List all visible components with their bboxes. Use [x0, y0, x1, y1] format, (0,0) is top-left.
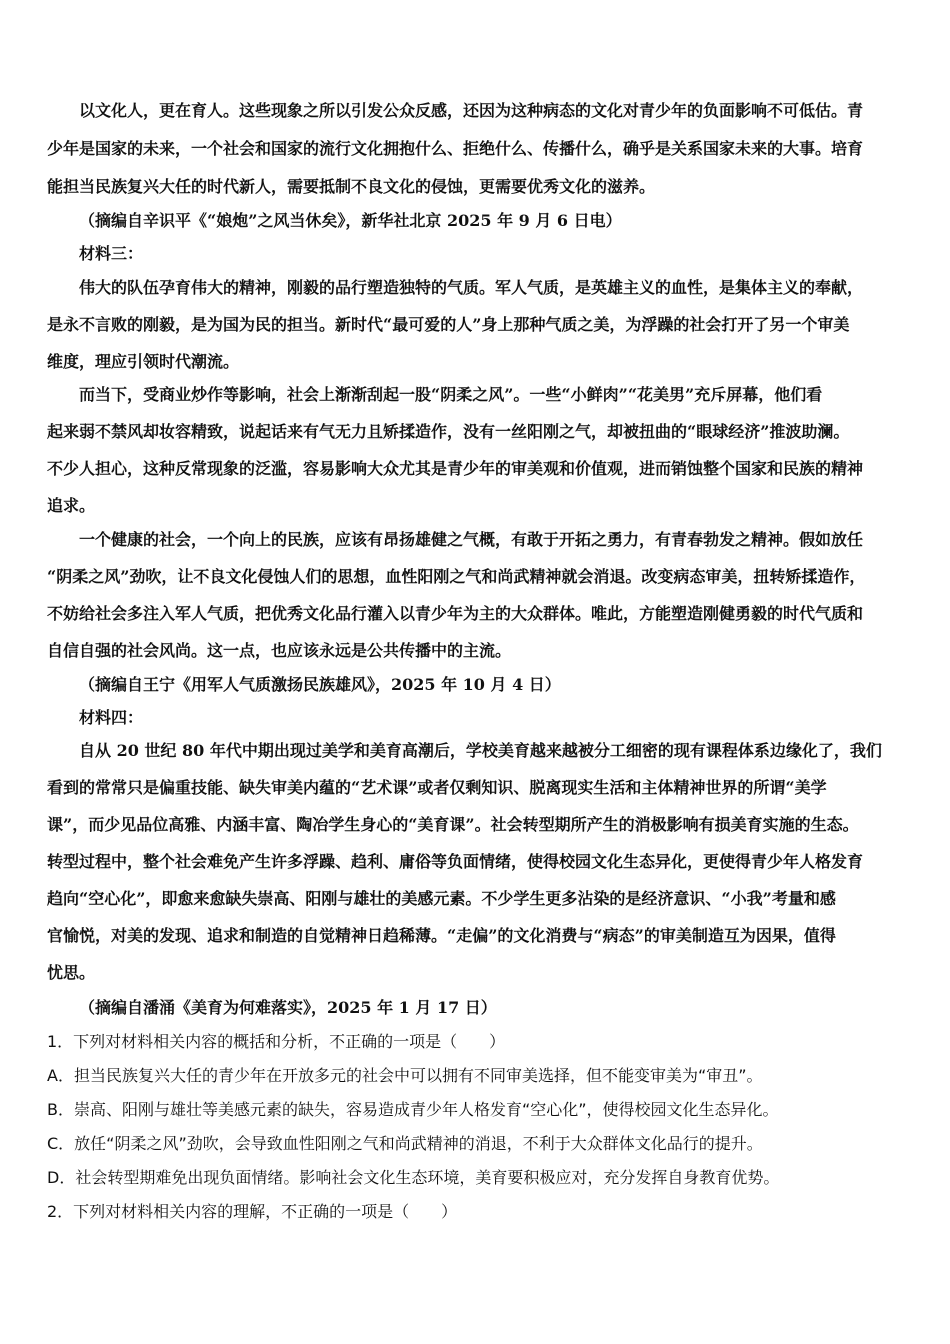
- question-1-stem: 1．下列对材料相关内容的概括和分析，不正确的一项是（ ）: [47, 1032, 506, 1051]
- paragraph-line: 不妨给社会多注入军人气质，把优秀文化品行灌入以青少年为主的大众群体。唯此，方能塑造刚健勇毅的时代气质和: [47, 604, 864, 623]
- source-citation: （摘编自王宁《用军人气质激扬民族雄风》，2025 年 10 月 4 日）: [79, 675, 561, 694]
- paragraph-line: 以文化人，更在育人。这些现象之所以引发公众反感，还因为这种病态的文化对青少年的负面影响不可低估。青: [79, 101, 864, 120]
- paragraph-line: 维度，理应引领时代潮流。: [47, 352, 240, 371]
- source-citation: （摘编自潘涌《美育为何难落实》，2025 年 1 月 17 日）: [79, 998, 497, 1017]
- paragraph-line: 转型过程中，整个社会难免产生许多浮躁、趋利、庸俗等负面情绪，使得校园文化生态异化，更使得青少年人格发育: [47, 852, 864, 871]
- paragraph-line: 追求。: [47, 496, 96, 515]
- paragraph-line: 起来弱不禁风却妆容精致，说起话来有气无力且矫揉造作，没有一丝阳刚之气，却被扭曲的“眼球经济”推波助澜。: [47, 422, 850, 441]
- question-1-option-d[interactable]: D．社会转型期难免出现负面情绪。影响社会文化生态环境，美育要积极应对，充分发挥自身教育优势。: [47, 1168, 780, 1187]
- question-2-stem: 2．下列对材料相关内容的理解，不正确的一项是（ ）: [47, 1202, 458, 1221]
- paragraph-line: 是永不言败的刚毅，是为国为民的担当。新时代“最可爱的人”身上那种气质之美，为浮躁的社会打开了另一个审美: [47, 315, 850, 334]
- paragraph-line: 看到的常常只是偏重技能、缺失审美内蕴的“艺术课”或者仅剩知识、脱离现实生活和主体精神世界的所谓“美学: [47, 778, 827, 797]
- paragraph-line: 伟大的队伍孕育伟大的精神，刚毅的品行塑造独特的气质。军人气质，是英雄主义的血性，是集体主义的奉献，: [79, 278, 864, 297]
- paragraph-line: 能担当民族复兴大任的时代新人，需要抵制不良文化的侵蚀，更需要优秀文化的滋养。: [47, 177, 656, 196]
- section-heading: 材料四：: [79, 708, 144, 727]
- paragraph-line: 少年是国家的未来，一个社会和国家的流行文化拥抱什么、拒绝什么、传播什么，确乎是关系国家未来的大事。培育: [47, 139, 864, 158]
- paragraph-line: 官愉悦，对美的发现、追求和制造的自觉精神日趋稀薄。“走偏”的文化消费与“病态”的审美制造互为因果，值得: [47, 926, 836, 945]
- source-citation: （摘编自辛识平《“娘炮”之风当休矣》，新华社北京 2025 年 9 月 6 日电）: [79, 211, 622, 230]
- paragraph-line: 自从 20 世纪 80 年代中期出现过美学和美育高潮后，学校美育越来越被分工细密的现有课程体系边缘化了，我们: [79, 741, 882, 760]
- paragraph-line: 课”，而少见品位高雅、内涵丰富、陶冶学生身心的“美育课”。社会转型期所产生的消极影响有损美育实施的生态。: [47, 815, 859, 834]
- question-1-option-b[interactable]: B．崇高、阳刚与雄壮等美感元素的缺失，容易造成青少年人格发育“空心化”，使得校园文化生态异化。: [47, 1100, 779, 1119]
- section-heading: 材料三：: [79, 244, 144, 263]
- paragraph-line: 一个健康的社会，一个向上的民族，应该有昂扬雄健之气概，有敢于开拓之勇力，有青春勃发之精神。假如放任: [79, 530, 864, 549]
- paragraph-line: 不少人担心，这种反常现象的泛滥，容易影响大众尤其是青少年的审美观和价值观，进而销蚀整个国家和民族的精神: [47, 459, 864, 478]
- question-1-option-c[interactable]: C．放任“阴柔之风”劲吹，会导致血性阳刚之气和尚武精神的消退，不利于大众群体文化品行的提升。: [47, 1134, 763, 1153]
- paragraph-line: “阴柔之风”劲吹，让不良文化侵蚀人们的思想，血性阳刚之气和尚武精神就会消退。改变病态审美，扭转矫揉造作，: [47, 567, 866, 586]
- paragraph-line: 而当下，受商业炒作等影响，社会上渐渐刮起一股“阴柔之风”。一些“小鲜肉”“花美男”充斥屏幕，他们看: [79, 385, 823, 404]
- paragraph-line: 趋向“空心化”，即愈来愈缺失崇高、阳刚与雄壮的美感元素。不少学生更多沾染的是经济意识、“小我”考量和感: [47, 889, 836, 908]
- question-1-option-a[interactable]: A．担当民族复兴大任的青少年在开放多元的社会中可以拥有不同审美选择，但不能变审美为“审丑”。: [47, 1066, 763, 1085]
- paragraph-line: 自信自强的社会风尚。这一点，也应该永远是公共传播中的主流。: [47, 641, 512, 660]
- paragraph-line: 忧思。: [47, 963, 96, 982]
